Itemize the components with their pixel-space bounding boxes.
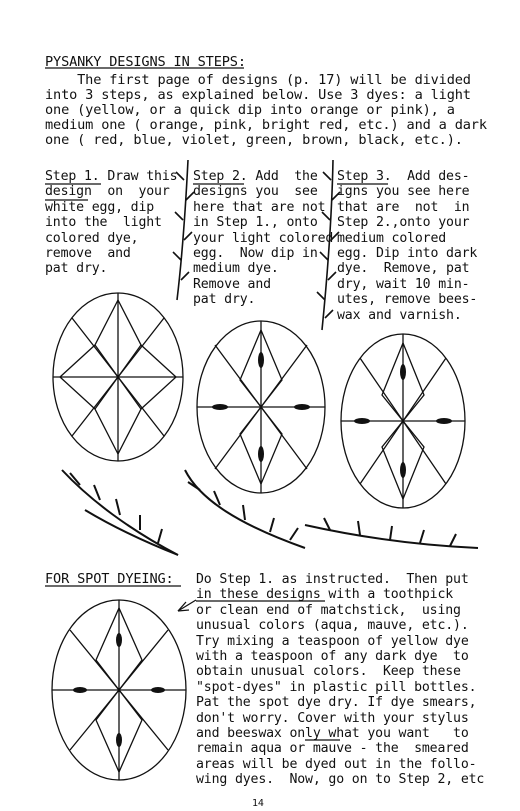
wheat-spray-left <box>62 470 178 555</box>
wheat-divider-1 <box>173 160 194 300</box>
step-2-text: Step 2. Add the designs you see here that are not in Step 1., onto your light colored egg. Now dip in medium dye. Remove and pat dry. <box>193 169 334 308</box>
wheat-divider-2 <box>317 160 340 330</box>
wheat-spray-right <box>305 518 478 548</box>
spot-dyeing-text: Do Step 1. as instructed. Then put in these designs with a toothpick or clean end of matchstick, using unusual colors (aqua, mauve, etc.). Try mixing a teaspoon of yellow dye with a teaspoon of any dark dye to obtain unusual colors. Keep these "spot-dyes" in plastic pill bottles. Pat the spot dye dry. If dye smears, don't worry. Cover with your stylus and beeswax only what you want to remain aqua or mauve - the smeared areas will be dyed out in the follo- wing dyes. Now, go on to Step 2, etc <box>196 572 485 788</box>
step-3-text: Step 3. Add des- igns you see here that are not in Step 2.,onto your medium colored egg. Dip into dark dye. Remove, pat dry, wait 10 min- utes, remove bees- wax and varnish. <box>337 169 478 323</box>
wheat-spray-middle <box>185 470 305 548</box>
page-title: PYSANKY DESIGNS IN STEPS: <box>45 54 246 70</box>
intro-paragraph: The first page of designs (p. 17) will be divided into 3 steps, as explained below. Use 3 dyes: a light one (yellow, or a quick dip into orange or pink), a medium one ( orange, pink, bright red, etc.) and a dark one ( red, blue, violet, green, brown, black, etc.). <box>45 72 487 148</box>
egg-spot-dyeing <box>52 600 186 780</box>
step-1-text: Step 1. Draw this design on your white egg, dip into the light colored dye, remove and pat dry. <box>45 169 178 277</box>
egg-step-1 <box>53 293 183 461</box>
arrow-icon <box>178 600 196 611</box>
spot-dyeing-heading: FOR SPOT DYEING: <box>45 571 174 587</box>
page-number: 14 <box>252 798 264 809</box>
